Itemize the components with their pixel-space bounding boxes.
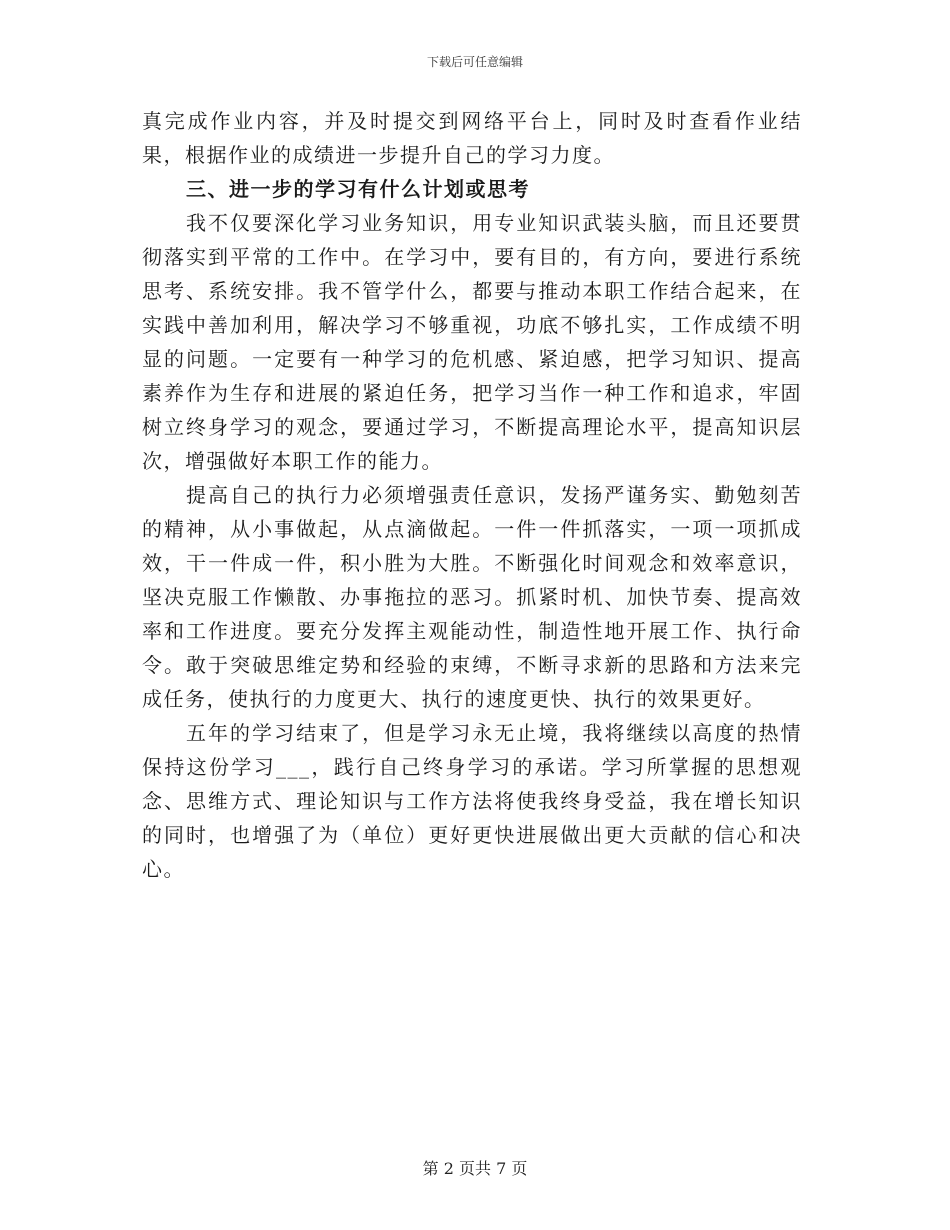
page-number: 第 2 页共 7 页 [422, 1159, 528, 1178]
paragraph-plan: 我不仅要深化学习业务知识，用专业知识武装头脑，而且还要贯彻落实到平常的工作中。在学习中，要有目的，有方向，要进行系统思考、系统安排。我不管学什么，都要与推动本职工作结合起来，在实践中善加利用，解决学习不够重视，功底不够扎实，工作成绩不明显的问题。一定要有一种学习的危机感、紧迫感，把学习知识、提高素养作为生存和进展的紧迫任务，把学习当作一种工作和追求，牢固树立终身学习的观念，要通过学习，不断提高理论水平，提高知识层次，增强做好本职工作的能力。 [142, 211, 802, 473]
paragraph-conclusion: 五年的学习结束了，但是学习永无止境，我将继续以高度的热情保持这份学习___，践行自己终身学习的承诺。学习所掌握的思想观念、思维方式、理论知识与工作方法将使我终身受益，我在增长知识的同时，也增强了为（单位）更好更快进展做出更大贡献的信心和决心。 [142, 721, 802, 881]
section-heading: 三、进一步的学习有什么计划或思考 [186, 177, 530, 201]
page-header: 下载后可任意编辑 [426, 55, 523, 69]
paragraph-continuation: 真完成作业内容，并及时提交到网络平台上，同时及时查看作业结果，根据作业的成绩进一步提升自己的学习力度。 [142, 109, 802, 167]
document-body [142, 104, 802, 886]
paragraph-execution: 提高自己的执行力必须增强责任意识，发扬严谨务实、勤勉刻苦的精神，从小事做起，从点滴做起。一件一件抓落实，一项一项抓成效，干一件成一件，积小胜为大胜。不断强化时间观念和效率意识，坚决克服工作懒散、办事拖拉的恶习。抓紧时机、加快节奏、提高效率和工作进度。要充分发挥主观能动性，制造性地开展工作、执行命令。敢于突破思维定势和经验的束缚，不断寻求新的思路和方法来完成任务，使执行的力度更大、执行的速度更快、执行的效果更好。 [142, 483, 802, 711]
